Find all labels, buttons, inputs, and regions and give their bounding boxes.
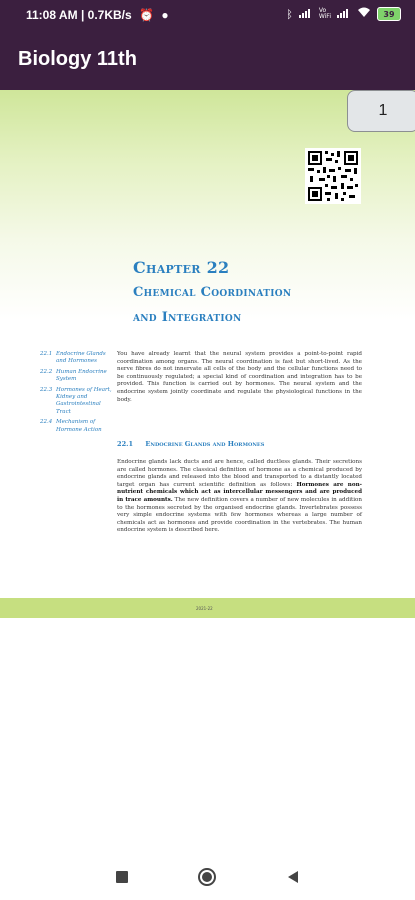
status-time: 11:08 AM | 0.7KB/s ⏰ ● xyxy=(26,8,169,22)
section-title: Endocrine Glands and Hormones xyxy=(145,440,265,448)
section-heading xyxy=(117,440,362,448)
messenger-icon: ● xyxy=(161,8,169,22)
chapter-toc xyxy=(40,351,116,437)
toc-item: 22.4 Mechanism of Hormone Action xyxy=(40,419,102,433)
signal-icon-2 xyxy=(337,8,351,21)
alarm-icon: ⏰ xyxy=(139,8,154,22)
intro-paragraph: You have already learnt that the neural system provides a point-to-point rapid coordination among organs. The neural coordination is fast but short-lived. As the nerve fibres do not innervate all cells of the body and the cellular functions need to be continuously regulated; a special kind of coordination and integration has to be provided. This function is carried out by hormones. The neural system and the endocrine system jointly coordinate and regulate the physiological functions in the body. xyxy=(117,351,362,403)
document-page[interactable] xyxy=(0,90,415,620)
chapter-title-line2: and Integration xyxy=(133,310,242,325)
section-paragraph: Endocrine glands lack ducts and are hence, called ductless glands. Their secretions are called hormones. The classical definition of hormone as a chemical produced by endocrine glands and released into the blood and transported to a distantly located target organ has current scientific definition as follows: Hormones are non-nutrient chemicals which act as intercellular messengers and are produced in trace amounts. The new definition covers a number of new molecules in addition to the hormones secreted by the organised endocrine glands. Invertebrates possess very simple endocrine systems with few hormones whereas a large number of chemicals act as hormones and provide coordination in the vertebrates. The human endocrine system is described here. xyxy=(117,459,363,534)
app-bar xyxy=(0,30,415,90)
home-button[interactable] xyxy=(196,866,218,888)
status-bar xyxy=(0,0,415,30)
chapter-heading xyxy=(133,256,291,330)
battery-icon: 39 xyxy=(377,7,401,21)
status-icons xyxy=(286,7,401,21)
vowifi-label: Vo WiFi xyxy=(318,7,331,20)
page-number-badge: 1 xyxy=(347,90,415,132)
clock: 11:08 AM xyxy=(26,8,78,22)
section-number: 22.1 xyxy=(117,440,134,448)
chapter-label: Chapter 22 xyxy=(133,258,230,277)
wifi-icon xyxy=(357,7,371,21)
definition-bold: Hormones are non-nutrient chemicals which act as intercellular messengers and are produced in trace amounts. xyxy=(117,481,362,503)
back-button[interactable] xyxy=(282,866,304,888)
toc-item: 22.3 Hormones of Heart, Kidney and Gastrointestinal Tract xyxy=(40,386,112,415)
back-triangle-icon xyxy=(286,870,300,884)
circle-icon xyxy=(197,867,217,887)
page-footer-text: 2021-22 xyxy=(196,606,213,611)
recents-button[interactable] xyxy=(111,866,133,888)
toc-item: 22.1 Endocrine Glands and Hormones xyxy=(40,351,106,365)
chapter-title-line1: Chemical Coordination xyxy=(133,285,292,300)
square-icon xyxy=(116,871,128,883)
app-title: Biology 11th xyxy=(18,48,137,70)
navigation-bar xyxy=(0,852,415,900)
page-footer-band xyxy=(0,598,415,618)
bluetooth-icon: ᛒ xyxy=(286,7,293,21)
network-speed: 0.7KB/s xyxy=(87,8,132,22)
qr-code xyxy=(305,148,361,204)
toc-item: 22.2 Human Endocrine System xyxy=(40,368,107,383)
signal-icon xyxy=(299,8,313,21)
